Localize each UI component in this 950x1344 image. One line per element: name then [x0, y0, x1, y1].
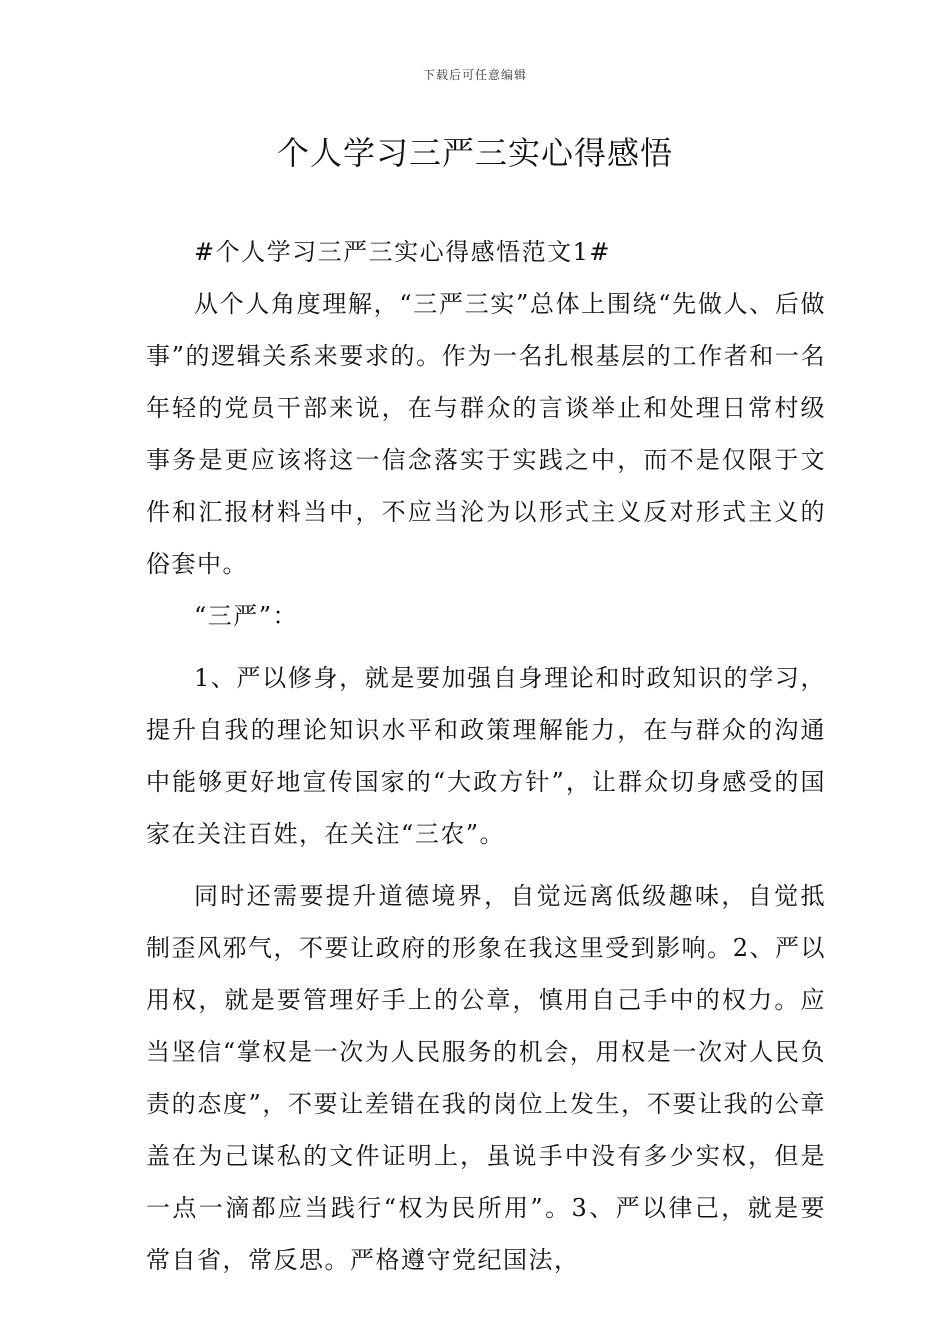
paragraph-intro: 从个人角度理解，“三严三实”总体上围绕“先做人、后做事”的逻辑关系来要求的。作为一名扎根基层的工作者和一名年轻的党员干部来说，在与群众的言谈举止和处理日常村级事务是更应该将这一信念落实于实践之中，而不是仅限于文件和汇报材料当中，不应当沦为以形式主义反对形式主义的俗套中。 — [146, 290, 826, 578]
paragraph-point-2-3: 同时还需要提升道德境界，自觉远离低级趣味，自觉抵制歪风邪气，不要让政府的形象在我这里受到影响。2、严以用权，就是要管理好手上的公章，慎用自己手中的权力。应当坚信“掌权是一次为人民服务的机会，用权是一次对人民负责的态度”，不要让差错在我的岗位上发生，不要让我的公章盖在为己谋私的文件证明上，虽说手中没有多少实权，但是一点一滴都应当践行“权为民所用”。3、严以律己，就是要常自省，常反思。严格遵守党纪国法， — [146, 882, 826, 1274]
document-title: 个人学习三严三实心得感悟 — [276, 134, 673, 172]
header-note: 下载后可任意编辑 — [422, 68, 527, 82]
document-body — [146, 226, 826, 1286]
paragraph-point-1: 1、严以修身，就是要加强自身理论和时政知识的学习，提升自我的理论知识水平和政策理解能力，在与群众的沟通中能够更好地宣传国家的“大政方针”，让群众切身感受的国家在关注百姓，在关注“三农”。 — [146, 664, 826, 848]
subheading-san-yan: “三严”： — [194, 602, 299, 630]
section-heading: #个人学习三严三实心得感悟范文1# — [194, 238, 611, 266]
